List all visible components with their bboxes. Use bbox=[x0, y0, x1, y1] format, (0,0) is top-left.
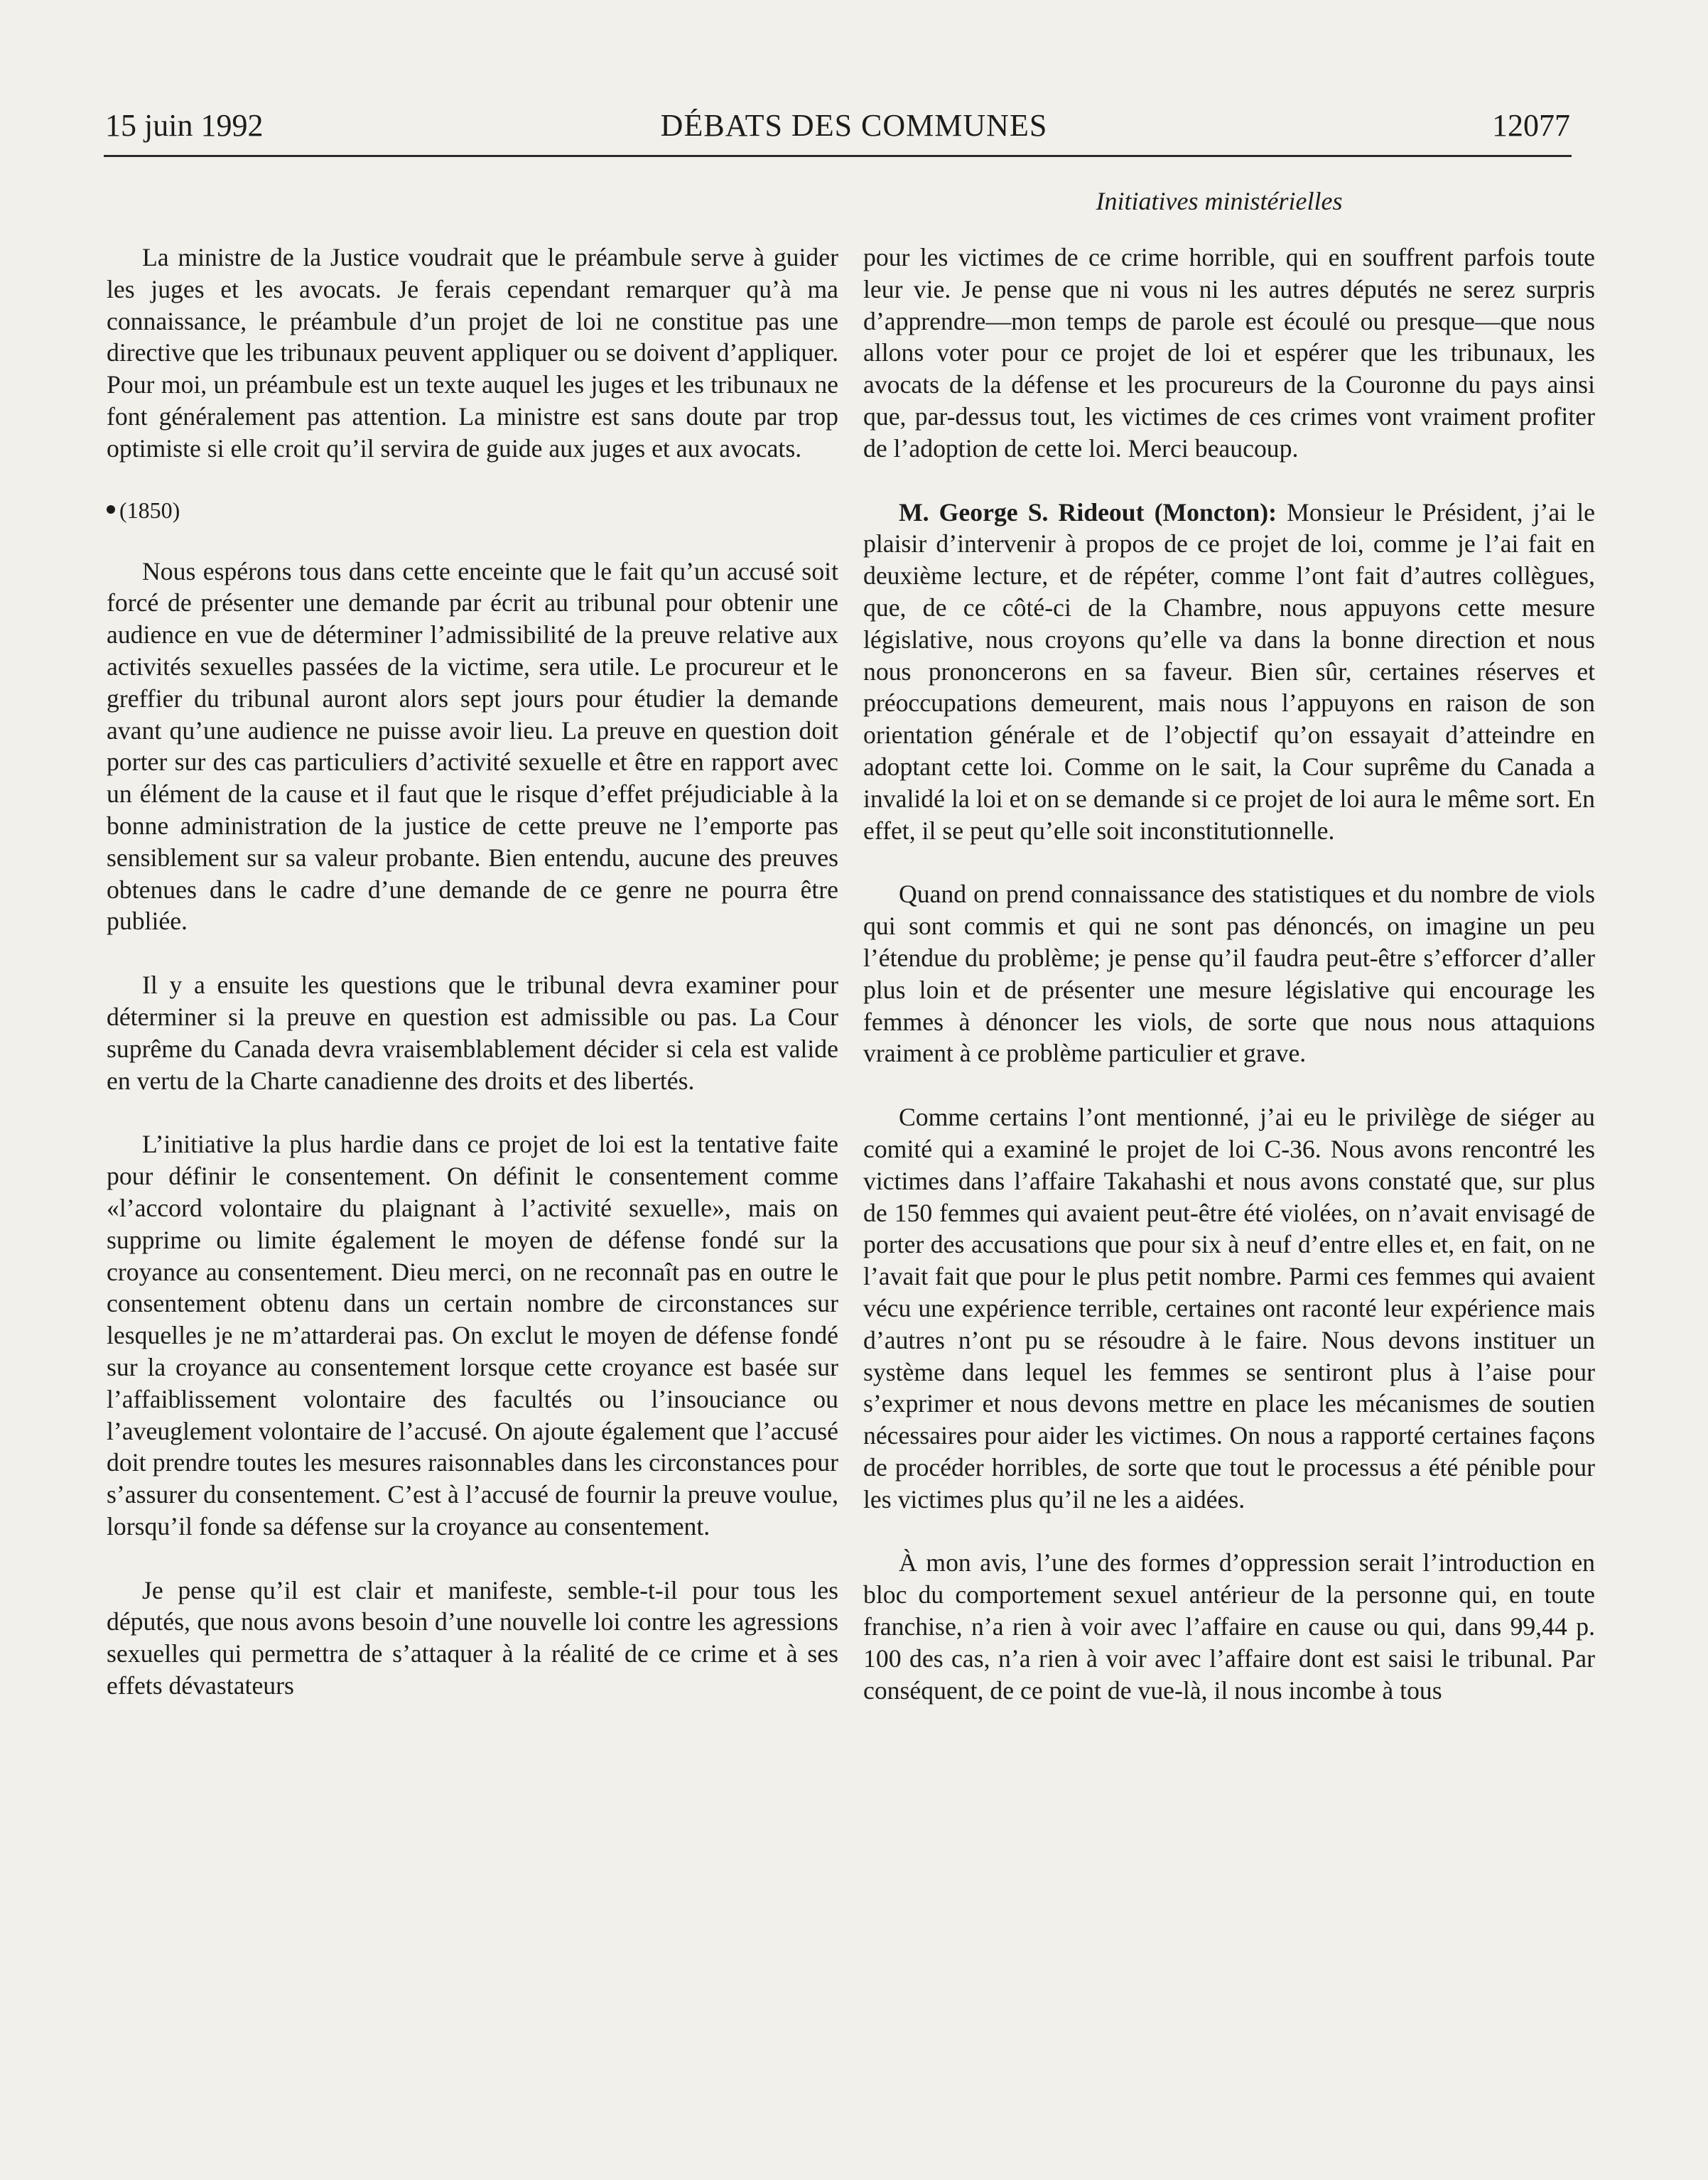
header-rule bbox=[104, 155, 1572, 157]
paragraph: La ministre de la Justice voudrait que le préambule serve à guider les juges et les avocats. Je ferais cependant remarquer qu’à ma connaissance, le préambule d’un projet de loi ne constitue pas une directive que les tribunaux peuvent appliquer ou se doivent d’appliquer. Pour moi, un préambule est un texte auquel les juges et les tribunaux ne font généralement pas attention. La ministre est sans doute par trop optimiste si elle croit qu’il servira de guide aux juges et aux avocats. bbox=[107, 243, 838, 463]
header-date: 15 juin 1992 bbox=[105, 108, 264, 143]
header-page-number: 12077 bbox=[1492, 108, 1570, 143]
paragraph: Quand on prend connaissance des statistiques et du nombre de viols qui sont commis et qui ne sont pas dénoncés, on imagine un peu l’étendue du problème; je pense qu’il faudra peut-être s’efforcer d’aller plus loin et de présenter une mesure législative qui encourage les femmes à dénoncer les viols, de sorte que nous nous attaquions vraiment à ce problème particulier et grave. bbox=[863, 880, 1595, 1068]
timestamp-text: (1850) bbox=[119, 497, 180, 523]
paragraph: pour les victimes de ce crime horrible, qui en souffrent parfois toute leur vie. Je pense que ni vous ni les autres députés ne serez surpris d’apprendre—mon temps de parole est écoulé ou presque—que nous allons voter pour ce projet de loi et espérer que les tribunaux, les avocats de la défense et les procureurs de la Couronne du pays ainsi que, par-dessus tout, les victimes de ces crimes vont vraiment profiter de l’adoption de cette loi. Merci beaucoup. bbox=[863, 243, 1595, 463]
speaker-name: M. George S. Rideout (Moncton): bbox=[899, 497, 1277, 527]
right-column bbox=[863, 242, 1595, 1706]
bullet-icon bbox=[107, 505, 115, 514]
paragraph: Comme certains l’ont mentionné, j’ai eu le privilège de siéger au comité qui a examiné le projet de loi C-36. Nous avons rencontré les victimes dans l’affaire Takahashi et nous avons constaté que, sur plus de 150 femmes qui avaient peut-être été violées, on n’avait envisagé de porter des accusations que pour six à neuf d’entre elles et, en fait, on ne l’avait fait que pour le plus petit nombre. Parmi ces femmes qui avaient vécu une expérience terrible, certaines ont raconté leur expérience mais d’autres n’ont pu se résoudre à le faire. Nous devons instituer un système dans lequel les femmes se sentiront plus à l’aise pour s’exprimer et nous devons mettre en place les mécanismes de soutien nécessaires pour aider les victimes. On nous a rapporté certaines façons de procéder horribles, de sorte que tout le processus a été pénible pour les victimes plus qu’il ne les a aidées. bbox=[863, 1103, 1595, 1513]
left-column bbox=[107, 242, 838, 1702]
section-title: Initiatives ministérielles bbox=[1096, 187, 1343, 215]
speaker-text: Monsieur le Président, j’ai le plaisir d’intervenir à propos de ce projet de loi, comme je l’ai fait en deuxième lecture, et de répéter, comme l’ont fait d’autres collègues, que, de ce côté-ci de la Chambre, nous appuyons cette mesure législative, nous croyons qu’elle va dans la bonne direction et nous nous prononcerons en sa faveur. Bien sûr, certaines réserves et préoccupations demeurent, mais nous l’appuyons en raison de son orientation générale et de l’objectif qu’on essayait d’atteindre en adoptant cette loi. Comme on le sait, la Cour suprême du Canada a invalidé la loi et on se demande si ce projet de loi aura le même sort. En effet, il se peut qu’elle soit inconstitutionnelle. bbox=[863, 497, 1595, 845]
paragraph: Je pense qu’il est clair et manifeste, semble-t-il pour tous les députés, que nous avons besoin d’une nouvelle loi contre les agressions sexuelles qui permettra de s’attaquer à la réalité de ce crime et à ses effets dévastateurs bbox=[107, 1575, 838, 1700]
paragraph: Il y a ensuite les questions que le tribunal devra examiner pour déterminer si la preuve en question est admissible ou pas. La Cour suprême du Canada devra vraisemblablement décider si cela est valide en vertu de la Charte canadienne des droits et des libertés. bbox=[107, 971, 838, 1095]
header-title: DÉBATS DES COMMUNES bbox=[660, 108, 1048, 143]
speaker-paragraph bbox=[863, 497, 1595, 847]
paragraph: Nous espérons tous dans cette enceinte que le fait qu’un accusé soit forcé de présenter une demande par écrit au tribunal pour obtenir une audience en vue de déterminer l’admissibilité de la preuve relative aux activités sexuelles passées de la victime, sera utile. Le procureur et le greffier du tribunal auront alors sept jours pour étudier la demande avant qu’une audience ne puisse avoir lieu. La preuve en question doit porter sur des cas particuliers d’activité sexuelle et être en rapport avec un élément de la cause et il faut que le risque d’effet préjudiciable à la bonne administration de la justice de cette preuve ne l’emporte pas sensiblement sur sa valeur probante. Bien entendu, aucune des preuves obtenues dans le cadre d’une demande de ce genre ne pourra être publiée. bbox=[107, 556, 838, 936]
paragraph: À mon avis, l’une des formes d’oppression serait l’introduction en bloc du comportement sexuel antérieur de la personne qui, en toute franchise, n’a rien à voir avec l’affaire en cause ou qui, dans 99,44 p. 100 des cas, n’a rien à voir avec l’affaire dont est saisi le tribunal. Par conséquent, de ce point de vue-là, il nous incombe à tous bbox=[863, 1548, 1595, 1705]
paragraph: L’initiative la plus hardie dans ce projet de loi est la tentative faite pour définir le consentement. On définit le consentement comme «l’accord volontaire du plaignant à l’activité sexuelle», mais on supprime ou limite également le moyen de défense fondé sur la croyance au consentement. Dieu merci, on ne reconnaît pas en outre le consentement obtenu dans un certain nombre de circonstances sur lesquelles je ne m’attarderai pas. On exclut le moyen de défense fondé sur la croyance au consentement lorsque cette croyance est basée sur l’affaiblissement volontaire des facultés ou l’insouciance ou l’aveuglement volontaire de l’accusé. On ajoute également que l’accusé doit prendre toutes les mesures raisonnables dans les circonstances pour s’assurer du consentement. C’est à l’accusé de fournir la preuve voulue, lorsqu’il fonde sa défense sur la croyance au consentement. bbox=[107, 1130, 838, 1540]
timestamp bbox=[107, 496, 838, 524]
